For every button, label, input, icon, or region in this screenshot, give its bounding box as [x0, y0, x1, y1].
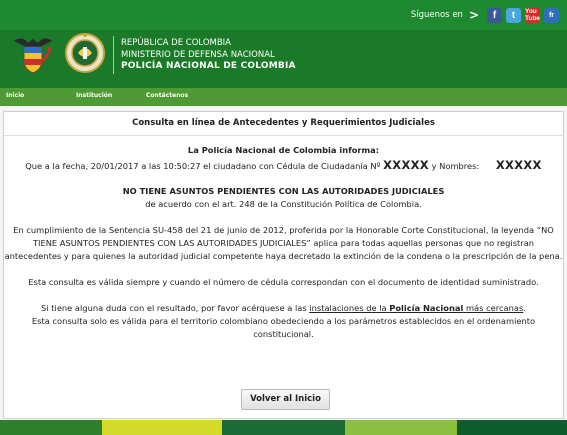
nav-inicio[interactable]: Inicio: [6, 92, 25, 99]
facilities-link-c: más cercanas: [465, 303, 524, 313]
youtube-icon[interactable]: You Tube: [524, 8, 541, 22]
validity-note: Esta consulta es válida siempre y cuando el número de cédula correspondan con el documento de identidad suministrado.: [28, 277, 539, 287]
nav-contactenos[interactable]: Contáctenos: [146, 92, 189, 99]
facebook-icon[interactable]: f: [487, 8, 502, 23]
result-panel: [3, 111, 564, 419]
header-divider: [113, 36, 114, 74]
doubt-text: Si tiene alguna duda con el resultado, por favor acérquese a las: [41, 303, 307, 313]
social-label: Síguenos en: [410, 10, 463, 20]
cedula-value: XXXXX: [383, 158, 429, 172]
territory-note-line-1: Esta consulta solo es válida para el territorio colombiano obedeciendo a los parámetros establecidos en el ordenamiento: [31, 316, 536, 326]
footer-segment-5: [457, 420, 567, 435]
status-result: NO TIENE ASUNTOS PENDIENTES CON LAS AUTORIDADES JUDICIALES: [122, 186, 445, 196]
footer-segment-3: [222, 420, 345, 435]
ministry-label: MINISTERIO DE DEFENSA NACIONAL: [121, 49, 275, 60]
doubt-note: [4, 303, 563, 313]
republic-label: REPÚBLICA DE COLOMBIA: [121, 38, 232, 48]
panel-title: Consulta en línea de Antecedentes y Requerimientos Judiciales: [4, 112, 563, 136]
query-date-text: Que a la fecha, 20/01/2017 a las 10:50:27 el ciudadano con Cédula de Ciudadanía Nº: [25, 161, 381, 171]
police-label: POLICÍA NACIONAL DE COLOMBIA: [121, 61, 296, 71]
footer-segment-1: [0, 420, 102, 435]
facilities-link-a: instalaciones de la: [309, 303, 387, 313]
informa-heading: La Policía Nacional de Colombia informa:: [187, 145, 380, 155]
territory-note-line-2: constitucional.: [253, 329, 314, 339]
police-badge-icon: [64, 31, 106, 75]
colombia-coat-of-arms-icon: [12, 33, 54, 75]
social-links: [411, 6, 559, 24]
nombres-label: y Nombres:: [431, 161, 480, 171]
flickr-icon[interactable]: fr: [544, 8, 559, 23]
nombres-value: XXXXX: [495, 158, 542, 172]
facilities-link[interactable]: [309, 303, 523, 313]
header-bar: [0, 0, 567, 88]
institution-title: [121, 38, 296, 73]
footer-segment-2: [102, 420, 222, 435]
legal-paragraph-line-1: En cumplimiento de la Sentencia SU-458 del 21 de junio de 2012, proferida por la Honorable Corte Constitucional, la leyenda “NO: [13, 225, 554, 235]
article-reference: de acuerdo con el art. 248 de la Constitución Política de Colombia.: [145, 199, 422, 209]
twitter-icon[interactable]: t: [506, 8, 521, 23]
back-home-button[interactable]: Volver al Inicio: [241, 389, 330, 410]
nav-institucion[interactable]: Institución: [76, 92, 113, 99]
footer-segment-4: [345, 420, 457, 435]
main-nav: [0, 88, 567, 106]
arrow-icon: >: [468, 8, 479, 22]
legal-paragraph-line-3: antecedentes y para quienes la autoridad judicial competente haya decretado la extinción de la condena o la prescripción de la pena.: [4, 251, 563, 261]
query-line: [4, 158, 563, 173]
doubt-suffix: .: [523, 303, 526, 313]
footer-color-bar: [0, 420, 567, 435]
facilities-link-b: Policía Nacional: [389, 303, 464, 313]
legal-paragraph-line-2: TIENE ASUNTOS PENDIENTES CON LAS AUTORIDADES JUDICIALES” aplica para todas aquellas personas que no registran: [32, 238, 535, 248]
